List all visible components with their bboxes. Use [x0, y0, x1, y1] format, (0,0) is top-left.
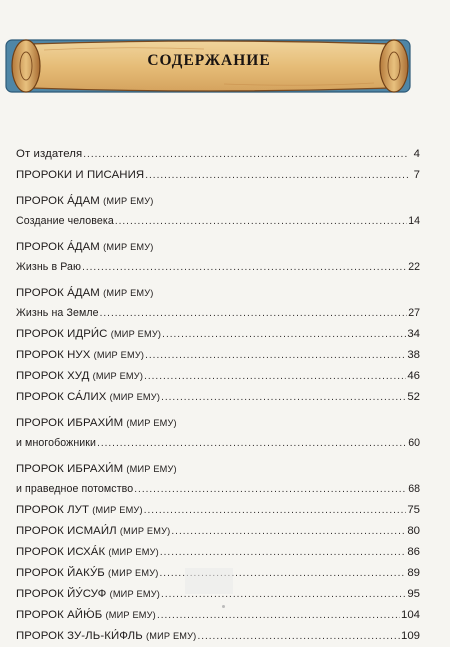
toc-entry-heading: [16, 237, 420, 257]
toc-entry-line: [16, 366, 420, 387]
toc-entry-blessing: (МИР ЕМУ): [93, 350, 145, 360]
toc-entry-title: ПРОРОК ИСМАИ́Л: [16, 525, 117, 537]
toc-entry-heading: [16, 191, 420, 211]
toc-entry-blessing: (МИР ЕМУ): [105, 610, 156, 620]
leader-dots: [161, 387, 406, 408]
toc-entry-title: ПРОРОК ЙАКУ́Б: [16, 567, 105, 579]
toc-entry-title: ПРОРОК ЗУ-ЛЬ-КИ́ФЛЬ: [16, 630, 143, 642]
toc-entry-blessing: (МИР ЕМУ): [126, 464, 177, 474]
toc-entry-title: ПРОРОКИ И ПИСАНИЯ: [16, 169, 145, 181]
page-title: СОДЕРЖАНИЕ: [147, 52, 271, 69]
toc-entry-subtitle-line: [16, 479, 420, 500]
toc-entry-line: [16, 345, 420, 366]
leader-dots: [97, 433, 407, 454]
toc-entry[interactable]: [16, 165, 420, 186]
toc-entry-title: ПРОРОК ЙУ́СУФ: [16, 588, 107, 600]
leader-dots: [100, 303, 408, 324]
leader-dots: [145, 345, 406, 366]
toc-entry-blessing: (МИР ЕМУ): [145, 631, 197, 641]
toc-entry-blessing: (МИР ЕМУ): [103, 242, 154, 252]
leader-dots: [82, 257, 407, 278]
toc-entry-subtitle: Жизнь на Земле: [16, 307, 99, 319]
toc-entry-heading: [16, 413, 420, 433]
toc-entry-page-number: 38: [407, 349, 420, 361]
toc-entry-subtitle: Создание человека: [16, 215, 114, 227]
toc-entry-line: [16, 165, 420, 186]
leader-dots: [134, 479, 407, 500]
page-dot: [222, 605, 225, 608]
toc-entry-title: От издателя: [16, 148, 83, 160]
toc-entry-line: [16, 387, 420, 408]
toc-entry-subtitle: и праведное потомство: [16, 483, 134, 495]
toc-entry-line: [16, 144, 420, 165]
leader-dots: [145, 165, 409, 186]
toc-entry[interactable]: [16, 413, 420, 454]
toc-entry-page-number: 14: [408, 215, 420, 227]
toc-entry-line: [16, 605, 420, 626]
toc-entry-title: ПРОРОК А́ДАМ: [16, 241, 100, 253]
toc-entry-title: ПРОРОК ИБРАХИ́М: [16, 417, 124, 429]
toc-entry-blessing: (МИР ЕМУ): [109, 392, 161, 402]
toc-entry-line: [16, 500, 420, 521]
toc-entry[interactable]: [16, 345, 420, 366]
toc-entry-blessing: (МИР ЕМУ): [126, 418, 177, 428]
toc-entry-blessing: (МИР ЕМУ): [103, 288, 154, 298]
toc-entry-page-number: 60: [408, 437, 420, 449]
toc-entry[interactable]: [16, 521, 420, 542]
toc-entry-title: ПРОРОК А́ДАМ: [16, 195, 100, 207]
toc-entry-line: [16, 521, 420, 542]
toc-entry-blessing: (МИР ЕМУ): [92, 505, 143, 515]
toc-entry-page-number: 104: [400, 609, 420, 621]
toc-entry-subtitle: и многобожники: [16, 437, 97, 449]
toc-entry-subtitle-line: [16, 303, 420, 324]
toc-entry-title: ПРОРОК АЙЮ́Б: [16, 609, 103, 621]
toc-entry-title: ПРОРОК ИБРАХИ́М: [16, 463, 124, 475]
toc-entry[interactable]: [16, 605, 420, 626]
leader-dots: [171, 521, 406, 542]
leader-dots: [115, 211, 407, 232]
leader-dots: [144, 500, 407, 521]
toc-entry[interactable]: [16, 191, 420, 232]
toc-entry-blessing: (МИР ЕМУ): [109, 589, 161, 599]
toc-entry-page-number: 34: [407, 328, 420, 340]
toc-entry-page-number: 80: [407, 525, 420, 537]
toc-entry-subtitle: Жизнь в Раю: [16, 261, 82, 273]
toc-entry-blessing: (МИР ЕМУ): [108, 568, 159, 578]
toc-entry-title: ПРОРОК ЛУТ: [16, 504, 90, 516]
toc-entry-page-number: 95: [407, 588, 420, 600]
toc-entry-page-number: 7: [413, 169, 420, 181]
toc-entry-title: ПРОРОК ИДРИ́С: [16, 328, 108, 340]
leader-dots: [157, 605, 400, 626]
toc-entry-title: ПРОРОК СА́ЛИХ: [16, 391, 107, 403]
leader-dots: [197, 626, 400, 647]
toc-entry-page-number: 68: [408, 483, 420, 495]
toc-entry-subtitle-line: [16, 211, 420, 232]
toc-entry-blessing: (МИР ЕМУ): [103, 196, 154, 206]
toc-entry-line: [16, 542, 420, 563]
page-footer-mark: [185, 568, 233, 594]
toc-entry-page-number: 109: [400, 630, 420, 642]
leader-dots: [162, 324, 406, 345]
toc-entry-page-number: 52: [407, 391, 420, 403]
leader-dots: [83, 144, 409, 165]
toc-entry[interactable]: [16, 324, 420, 345]
toc-entry[interactable]: [16, 366, 420, 387]
toc-entry[interactable]: [16, 542, 420, 563]
leader-dots: [144, 366, 406, 387]
toc-entry-title: ПРОРОК ХУД: [16, 370, 90, 382]
toc-entry-page-number: 89: [407, 567, 420, 579]
toc-entry[interactable]: [16, 144, 420, 165]
leader-dots: [160, 542, 406, 563]
toc-entry-page-number: 86: [407, 546, 420, 558]
toc-entry-page-number: 22: [408, 261, 420, 273]
toc-entry[interactable]: [16, 500, 420, 521]
toc-entry-heading: [16, 283, 420, 303]
toc-entry-blessing: (МИР ЕМУ): [110, 329, 162, 339]
toc-entry-subtitle-line: [16, 257, 420, 278]
toc-entry-blessing: (МИР ЕМУ): [108, 547, 159, 557]
toc-entry-page-number: 46: [407, 370, 420, 382]
toc-entry-subtitle-line: [16, 433, 420, 454]
toc-entry-blessing: (МИР ЕМУ): [92, 371, 144, 381]
toc-entry-line: [16, 324, 420, 345]
toc-entry[interactable]: [16, 237, 420, 278]
toc-entry-title: ПРОРОК НУХ: [16, 349, 91, 361]
toc-entry-heading: [16, 459, 420, 479]
toc-entry-title: ПРОРОК ИСХА́К: [16, 546, 106, 558]
toc-entry[interactable]: [16, 283, 420, 324]
toc-entry-title: ПРОРОК А́ДАМ: [16, 287, 100, 299]
toc-entry-line: [16, 626, 420, 647]
toc-entry-page-number: 75: [407, 504, 420, 516]
toc-entry[interactable]: [16, 459, 420, 500]
toc-entry-blessing: (МИР ЕМУ): [119, 526, 171, 536]
toc-entry-page-number: 27: [408, 307, 420, 319]
toc-entry[interactable]: [16, 387, 420, 408]
toc-entry-page-number: 4: [413, 148, 420, 160]
toc-entry[interactable]: [16, 626, 420, 647]
